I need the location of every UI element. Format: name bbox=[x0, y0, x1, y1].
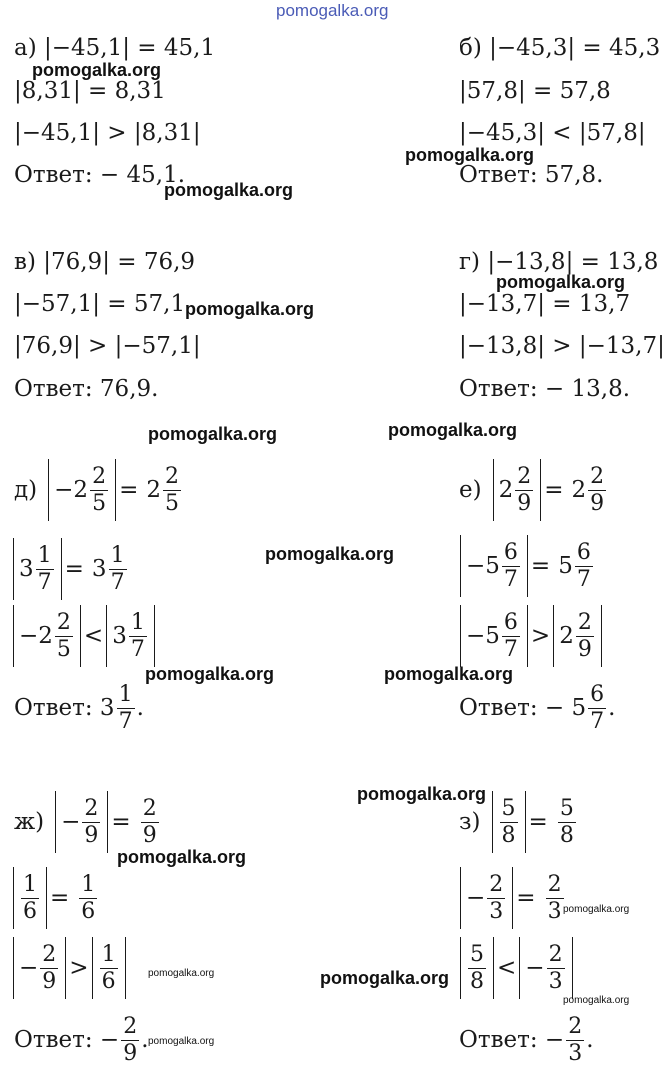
abs-value: − $\frac{2}{3}$ bbox=[460, 867, 513, 929]
watermark: pomogalka.org bbox=[185, 299, 315, 319]
watermark: pomogalka.org bbox=[388, 420, 518, 440]
d-answer: Ответ: 3 $\frac{1}{7}$ . bbox=[14, 681, 144, 734]
z-line-2: − $\frac{2}{3}$ = $\frac{2}{3}$ bbox=[457, 862, 566, 934]
a-answer: Ответ: − 45,1. bbox=[14, 162, 186, 188]
b-line-1: б) |−45,3| = 45,3 bbox=[459, 35, 661, 61]
fraction: $\frac{1}{7}$ bbox=[110, 542, 125, 595]
fraction: $\frac{2}{5}$ bbox=[164, 463, 179, 516]
watermark: pomogalka.org bbox=[265, 544, 395, 564]
v-line-1: в) |76,9| = 76,9 bbox=[14, 249, 196, 275]
e-line-1: е) 2 $\frac{2}{9}$ = 2 $\frac{2}{9}$ bbox=[459, 454, 608, 526]
b-line-3: |−45,3| < |57,8| bbox=[459, 120, 646, 146]
abs-value bbox=[92, 937, 126, 999]
d-line-3: − 2 $\frac{2}{5}$ < 3 $\frac{1}{7}$ bbox=[10, 600, 158, 672]
fraction: $\frac{2}{3}$ bbox=[547, 871, 562, 924]
g-line-3: |−13,8| > |−13,7| bbox=[459, 333, 665, 359]
v-answer: Ответ: 76,9. bbox=[14, 376, 159, 402]
abs-value: − 2 $\frac{2}{5}$ bbox=[13, 605, 81, 667]
abs-value: − 2 $\frac{2}{5}$ bbox=[48, 459, 116, 521]
b-line-2: |57,8| = 57,8 bbox=[459, 78, 611, 104]
fraction: $\frac{5}{8}$ bbox=[559, 795, 574, 848]
e-line-3: − 5 $\frac{6}{7}$ > 2 $\frac{2}{9}$ bbox=[457, 600, 605, 672]
zh-line-1: ж) − $\frac{2}{9}$ = $\frac{2}{9}$ bbox=[14, 786, 161, 858]
v-line-3: |76,9| > |−57,1| bbox=[14, 333, 201, 359]
abs-value: − $\frac{2}{9}$ bbox=[55, 791, 108, 853]
fraction: $\frac{2}{3}$ bbox=[548, 941, 563, 994]
zh-line-2: $\frac{1}{6}$ = $\frac{1}{6}$ bbox=[10, 862, 99, 934]
fraction: $\frac{1}{6}$ bbox=[101, 941, 116, 994]
fraction: $\frac{6}{7}$ bbox=[576, 539, 591, 592]
g-line-1: г) |−13,8| = 13,8 bbox=[459, 249, 659, 275]
watermark-small: pomogalka.org bbox=[148, 968, 215, 979]
fraction: $\frac{1}{6}$ bbox=[81, 871, 96, 924]
e-line-2: − 5 $\frac{6}{7}$ = 5 $\frac{6}{7}$ bbox=[457, 530, 595, 602]
fraction: $\frac{6}{7}$ bbox=[590, 681, 605, 734]
abs-value: 3 $\frac{1}{7}$ bbox=[13, 538, 62, 600]
fraction: $\frac{1}{6}$ bbox=[23, 871, 37, 924]
fraction: $\frac{2}{3}$ bbox=[489, 871, 504, 924]
fraction: $\frac{2}{9}$ bbox=[517, 463, 532, 516]
fraction: $\frac{2}{9}$ bbox=[590, 463, 605, 516]
fraction: $\frac{2}{5}$ bbox=[56, 609, 71, 662]
zh-line-3: − $\frac{2}{9}$ > $\frac{1}{6}$ bbox=[10, 932, 129, 1004]
abs-value: 3 $\frac{1}{7}$ bbox=[106, 605, 155, 667]
a-line-1: а) |−45,1| = 45,1 bbox=[14, 35, 216, 61]
watermark: pomogalka.org bbox=[405, 145, 535, 165]
b-answer: Ответ: 57,8. bbox=[459, 162, 604, 188]
fraction: $\frac{2}{9}$ bbox=[142, 795, 157, 848]
abs-value: − $\frac{2}{9}$ bbox=[13, 937, 66, 999]
fraction: $\frac{2}{5}$ bbox=[92, 463, 107, 516]
watermark: pomogalka.org bbox=[357, 784, 487, 804]
watermark: pomogalka.org bbox=[320, 968, 450, 988]
a-line-2: |8,31| = 8,31 bbox=[14, 78, 166, 104]
e-answer: Ответ: − 5 $\frac{6}{7}$ . bbox=[459, 681, 616, 734]
fraction: $\frac{1}{7}$ bbox=[118, 681, 133, 734]
abs-value bbox=[13, 867, 47, 929]
fraction: $\frac{1}{7}$ bbox=[37, 542, 52, 595]
abs-value: 2 $\frac{2}{9}$ bbox=[493, 459, 542, 521]
d-line-2: 3 $\frac{1}{7}$ = 3 $\frac{1}{7}$ bbox=[10, 533, 129, 605]
z-answer: Ответ: − $\frac{2}{3}$ . bbox=[459, 1013, 594, 1066]
watermark: pomogalka.org bbox=[164, 180, 294, 200]
watermark: pomogalka.org bbox=[32, 60, 162, 80]
z-line-1: з) $\frac{5}{8}$ = $\frac{5}{8}$ bbox=[459, 786, 578, 858]
fraction: $\frac{1}{7}$ bbox=[130, 609, 145, 662]
watermark: pomogalka.org bbox=[148, 424, 278, 444]
d-line-1: д) − 2 $\frac{2}{5}$ = 2 $\frac{2}{5}$ bbox=[14, 454, 183, 526]
watermark-small: pomogalka.org bbox=[148, 1036, 215, 1047]
watermark: pomogalka.org bbox=[117, 847, 247, 867]
g-answer: Ответ: − 13,8. bbox=[459, 376, 631, 402]
watermark: pomogalka.org bbox=[496, 272, 626, 292]
fraction: $\frac{2}{3}$ bbox=[568, 1013, 583, 1066]
fraction: $\frac{6}{7}$ bbox=[503, 539, 518, 592]
fraction: $\frac{2}{9}$ bbox=[42, 941, 57, 994]
fraction: $\frac{6}{7}$ bbox=[503, 609, 518, 662]
zh-answer: Ответ: − $\frac{2}{9}$ . bbox=[14, 1013, 149, 1066]
fraction: $\frac{2}{9}$ bbox=[84, 795, 99, 848]
watermark: pomogalka.org bbox=[384, 664, 514, 684]
abs-value: − 5 $\frac{6}{7}$ bbox=[460, 605, 528, 667]
z-line-3: $\frac{5}{8}$ < − $\frac{2}{3}$ bbox=[457, 932, 576, 1004]
abs-value: 2 $\frac{2}{9}$ bbox=[553, 605, 602, 667]
abs-value bbox=[492, 791, 526, 853]
watermark-small: pomogalka.org bbox=[563, 995, 630, 1006]
fraction: $\frac{2}{9}$ bbox=[577, 609, 592, 662]
watermark-top: pomogalka.org bbox=[276, 1, 389, 20]
abs-value: − 5 $\frac{6}{7}$ bbox=[460, 535, 528, 597]
v-line-2: |−57,1| = 57,1 bbox=[14, 291, 186, 317]
a-line-3: |−45,1| > |8,31| bbox=[14, 120, 201, 146]
fraction: $\frac{5}{8}$ bbox=[470, 941, 484, 994]
fraction: $\frac{5}{8}$ bbox=[501, 795, 516, 848]
watermark-small: pomogalka.org bbox=[563, 904, 630, 915]
g-line-2: |−13,7| = 13,7 bbox=[459, 291, 631, 317]
abs-value: − $\frac{2}{3}$ bbox=[519, 937, 572, 999]
watermark: pomogalka.org bbox=[145, 664, 275, 684]
abs-value bbox=[460, 937, 494, 999]
fraction: $\frac{2}{9}$ bbox=[123, 1013, 138, 1066]
